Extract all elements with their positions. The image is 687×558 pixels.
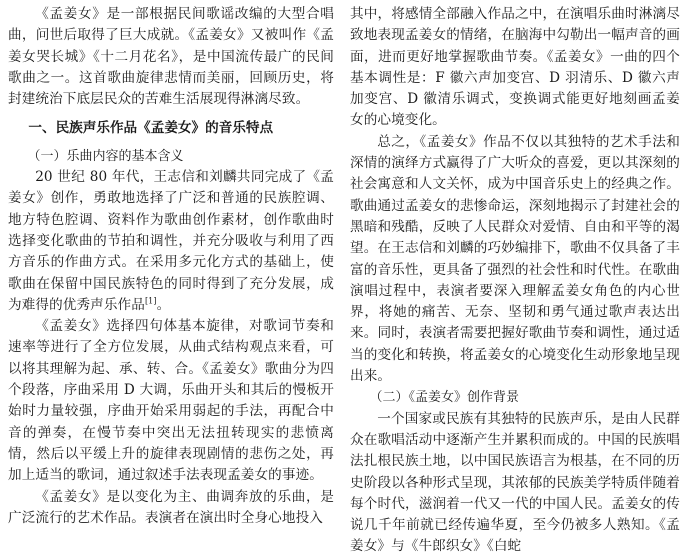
body-paragraph-2: 《孟姜女》选择四句体基本旋律，对歌词节奏和速率等进行了全方位发展，从曲式结构观点来看，可以将其理解为起、承、转、合。《孟姜女》歌曲分为四个段落，序曲采用 D 大调，乐曲开头和其后的慢板开始时力量较强，序曲开始采用弱起的手法，再配合中音的弹奏，在慢节奏中突出无法扭转现实的悲愤离情，然后以平缓上升的旋律表现剧情的悲伤之处，再加上适当的歌词，通过叙述手法表现孟姜女的事迹。 (8, 318, 334, 484)
summary-paragraph: 总之，《孟姜女》作品不仅以其独特的艺术手法和深情的演绎方式赢得了广大听众的喜爱，更以其深刻的社会寓意和人文关怀，成为中国音乐史上的经典之作。歌曲通过孟姜女的悲惨命运，深刻地揭示了封建社会的黑暗和残酷，反映了人民群众对爱情、自由和平等的渴望。在王志信和刘麟的巧妙编排下，歌曲不仅具备了丰富的音乐性，更具备了强烈的社会性和时代性。在歌曲演唱过程中，表演者要深入理解孟姜女角色的内心世界，将她的痛苦、无奈、坚韧和勇气通过歌声表达出来。同时，表演者需要把握好歌曲节奏和调性，通过适当的变化和转换，将孟姜女的心境变化生动形象地呈现出来。 (350, 133, 680, 385)
citation-marker[interactable]: [1] (144, 296, 157, 306)
background-paragraph: 一个国家或民族有其独特的民族声乐，是由人民群众在歌唱活动中逐渐产生并累积而成的。中国的民族唱法扎根民族土地，以中国民族语言为根基，在不同的历史阶段以各种形式呈现，其浓郁的民族美学特质伴随着每个时代，滋润着一代又一代的中国人民。孟姜女的传说几千年前就已经传遍华夏，至今仍被多人熟知。《孟姜女》与《牛郎织女》《白蛇 (350, 410, 680, 555)
intro-paragraph: 《孟姜女》是一部根据民间歌谣改编的大型合唱曲，问世后取得了巨大成就。《孟姜女》又被叫作《孟姜女哭长城》《十二月花名》，是中国流传最广的民间歌曲之一。这首歌曲旋律悲情而美丽，回顾历史，将封建统治下底层民众的苦难生活展现得淋漓尽致。 (8, 6, 334, 108)
left-column (8, 4, 334, 529)
body-paragraph-3: 《孟姜女》是以变化为主、曲调奔放的乐曲，是广泛流行的艺术作品。表演者在演出时全身心地投入 (8, 488, 334, 526)
right-column (350, 4, 680, 558)
continued-paragraph: 其中，将感情全部融入作品之中，在演唱乐曲时淋漓尽致地表现孟姜女的情绪，在脑海中勾勒出一幅声音的画面，进而更好地掌握歌曲节奏。《孟姜女》一曲的四个基本调性是：F 徽六声加变宫、D 羽清乐、D 徽六声加变宫、D 徽清乐调式，变换调式能更好地刻画孟姜女的心境变化。 (350, 6, 680, 129)
body-paragraph-1-text: 20 世纪 80 年代，王志信和刘麟共同完成了《孟姜女》创作，勇敢地选择了广泛和普通的民族腔调、地方特色腔调、资料作为歌曲创作素材，创作歌曲时选择变化歌曲的节拍和调性，并充分吸收与利用了西方音乐的作曲方式。在采用多元化方式的基础上，使歌曲在保留中国民族特色的同时得到了充分发展，成为难得的优秀声乐作品 (8, 169, 334, 313)
subsection-heading-2: （二）《孟姜女》创作背景 (369, 390, 520, 406)
section-heading: 一、民族声乐作品《孟姜女》的音乐特点 (28, 120, 274, 137)
subsection-heading-1: （一）乐曲内容的基本含义 (27, 148, 184, 164)
body-paragraph-1-end: 。 (156, 296, 171, 313)
body-paragraph-1 (8, 167, 334, 316)
